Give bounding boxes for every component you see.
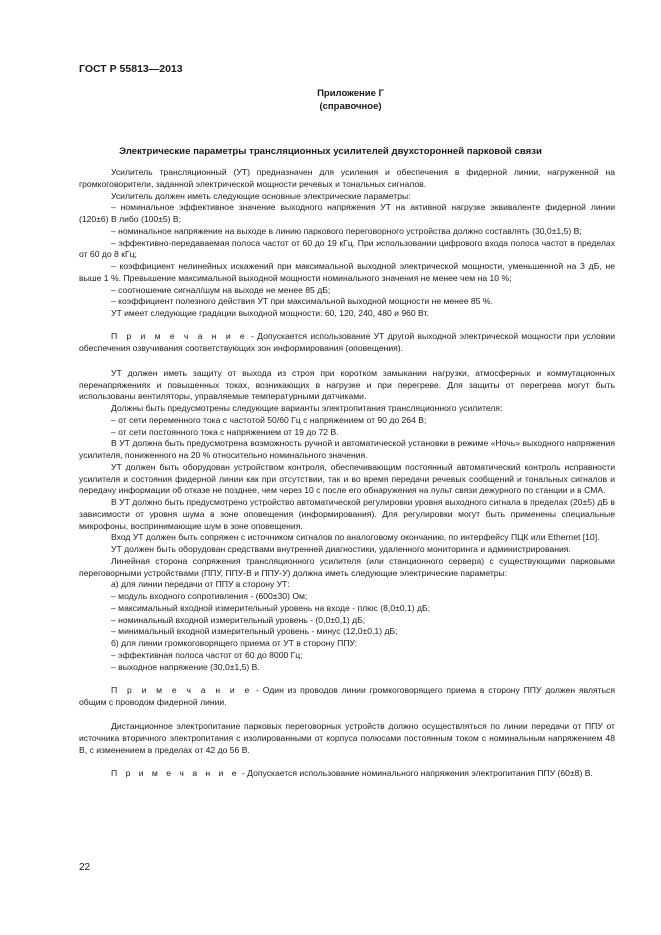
- list-item: – коэффициент нелинейных искажений при максимальной выходной электрической мощности, уменьшенной на 3 дБ, не выше 1 %. Превышение максимальной выходной мощности номинального значения не менее чем на 10 %;: [79, 261, 615, 283]
- list-item: – модуль входного сопротивления - (600±30) Ом;: [111, 591, 308, 601]
- document-header: ГОСТ Р 55813—2013: [79, 63, 183, 75]
- list-item: б) для линии громкоговорящего приема от УТ в сторону ППУ:: [111, 638, 358, 648]
- annex-subtitle: (справочное): [319, 101, 382, 112]
- paragraph: В УТ должна быть предусмотрена возможность ручной и автоматической установки в режиме «Ночь» выходного напряжения усилителя, пониженного на 20 % относительно номинального значения.: [79, 438, 615, 460]
- paragraph: Должны быть предусмотрены следующие варианты электропитания трансляционного усилителя:: [111, 403, 503, 413]
- list-item: – соотношение сигнал/шум на выходе не менее 85 дБ;: [111, 284, 331, 295]
- note-label: П р и м е ч а н и е: [111, 768, 240, 778]
- annex-title: Приложение Г: [317, 88, 384, 99]
- paragraph: УТ должен быть оборудован устройством контроля, обеспечивающим постоянный автоматический контроль исправности усилителя и состояния фидерной линии как при отсутствии, так и во время передачи речевых сообщений и тональных сигналов и передачу информации об отказе не позднее, чем через 10 с после его обнаружения на пульт связи дежурного по станции и в СМА.: [79, 461, 615, 496]
- note-label: П р и м е ч а н и е: [111, 331, 248, 342]
- paragraph: Линейная сторона сопряжения трансляционного усилителя (или станционного сервера) с существующими парковыми переговорными устройствами (ППУ, ППУ-В и ППУ-У) должна иметь следующие электрические параметры:: [79, 555, 615, 578]
- note: [79, 685, 615, 709]
- list-item: – выходное напряжение (30,0±1,5) В.: [111, 661, 260, 672]
- paragraph: УТ имеет следующие градации выходной мощности: 60, 120, 240, 480 и 960 Вт.: [111, 308, 429, 318]
- note-label: П р и м е ч а н и е: [111, 684, 253, 695]
- list-item: – номинальное эффективное значение выходного напряжения УТ на активной нагрузке эквиваленте фидерной линии (120±6) В либо (100±5) В;: [79, 202, 615, 224]
- document-body: [79, 167, 615, 780]
- paragraph: Вход УТ должен быть сопряжен с источником сигналов по аналоговому окончанию, по интерфейсу ПЦК или Ethernet [10].: [111, 532, 600, 543]
- list-item: – коэффициент полезного действия УТ при максимальной выходной мощности не менее 85 %.: [111, 296, 493, 307]
- list-item: – от сети переменного тока с частотой 50/60 Гц с напряжением от 90 до 264 В;: [111, 414, 427, 425]
- list-item: – номинальное напряжение на выходе в линию паркового переговорного устройства должно составлять (30,0±1,5) В;: [111, 225, 582, 236]
- list-item: – максимальный входной измерительный уровень на входе - плюс (8,0±0,1) дБ;: [111, 602, 431, 613]
- note-text: - Один из проводов линии громкоговорящего приема в сторону ППУ должен являться общим с проводом фидерной линии.: [79, 684, 616, 707]
- list-item: – номинальный входной измерительный уровень - (0,0±0,1) дБ;: [111, 614, 366, 625]
- paragraph: УТ должен быть оборудован средствами внутренней диагностики, удаленного мониторинга и администрирования.: [111, 544, 571, 554]
- note-text: - Допускается использование УТ другой выходной электрической мощности при условии обеспечения озвучивания соответствующих зон информирования (оповещения).: [79, 331, 616, 353]
- list-item: – эффективно-передаваемая полоса частот от 60 до 19 кГц. При использовании цифрового входа полоса частот в пределах от 60 до 8 кГц;: [79, 237, 615, 260]
- note: [79, 331, 615, 355]
- list-item: – от сети постоянного тока с напряжением от 19 до 72 В.: [111, 426, 339, 437]
- paragraph: Усилитель трансляционный (УТ) предназначен для усиления и обеспечения в фидерной линии, нагруженной на громкоговорители, заданной электрической мощности речевых и тональных сигналов.: [79, 167, 615, 189]
- paragraph: УТ должен иметь защиту от выхода из строя при коротком замыкании нагрузки, атмосферных и коммутационных перенапряжениях и повышенных токах, возникающих в нагрузке и при перегреве. Для защиты от перегрева могут быть использованы вентиляторы, управляемые температурными датчиками.: [79, 367, 615, 402]
- list-item: – минимальный входной измерительный уровень - минус (12,0±0,1) дБ;: [111, 626, 398, 637]
- note-text: - Допускается использование номинального напряжения электропитания ППУ (60±8) В.: [239, 768, 593, 778]
- list-item: – эффективная полоса частот от 60 до 8000 Гц;: [111, 649, 303, 660]
- note: [79, 768, 615, 780]
- paragraph: Усилитель должен иметь следующие основные электрические параметры:: [111, 190, 411, 201]
- page-number: 22: [79, 862, 91, 873]
- list-item: а) для линии передачи от ППУ в сторону УТ:: [111, 579, 290, 590]
- paragraph: В УТ должно быть предусмотрено устройство автоматической регулировки уровня выходного сигнала в пределах (20±5) дБ в зависимости от уровня шума в зоне оповещения (информирования). Для регулировки могут быть применены специальные микрофоны, воспринимающие шум в зоне оповещения.: [79, 497, 615, 531]
- section-title: Электрические параметры трансляционных усилителей двухсторонней парковой связи: [119, 146, 542, 157]
- paragraph: Дистанционное электропитание парковых переговорных устройств должно осуществляться по линии передачи от ППУ от источника вторичного электропитания с изолированными от корпуса полюсами постоянным током с номинальным напряжением 48 В, с изменением в пределах от 42 до 56 В.: [79, 721, 615, 755]
